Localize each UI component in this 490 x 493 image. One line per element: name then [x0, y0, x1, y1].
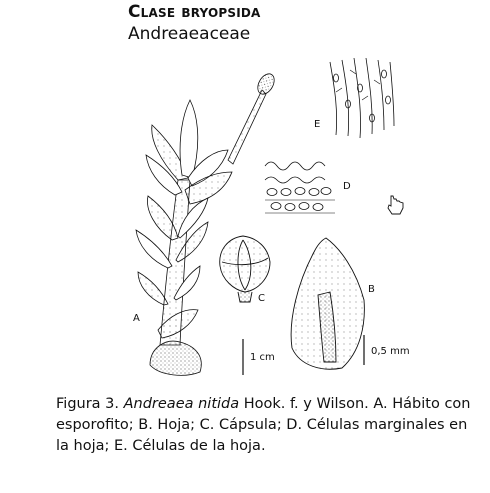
panel-label-b: B [368, 284, 375, 295]
plant-habit-drawing [136, 71, 278, 375]
figure-caption [56, 394, 476, 457]
panel-label-d: D [343, 181, 351, 192]
caption-prefix: Figura 3. [56, 396, 124, 412]
scale-label-a: 1 cm [250, 352, 275, 363]
family-heading: Andreaeaceae [128, 24, 251, 44]
panel-label-e: E [314, 119, 321, 130]
panel-label-a: A [133, 313, 140, 324]
marginal-cells-drawing [265, 162, 335, 213]
panel-label-c: C [258, 293, 265, 304]
caption-body: Hook. f. y Wilson. A. Hábito con esporofito; B. Hoja; C. Cápsula; D. Células marginales en la hoja; E. Células de la hoja. [56, 396, 471, 454]
hand-cursor-icon [388, 196, 403, 214]
leaf-cells-drawing [330, 58, 394, 138]
scale-label-b: 0,5 mm [371, 346, 410, 357]
leaf-drawing [291, 238, 364, 369]
class-heading: Clase bryopsida [128, 2, 261, 22]
caption-species: Andreaea nitida [123, 396, 240, 412]
